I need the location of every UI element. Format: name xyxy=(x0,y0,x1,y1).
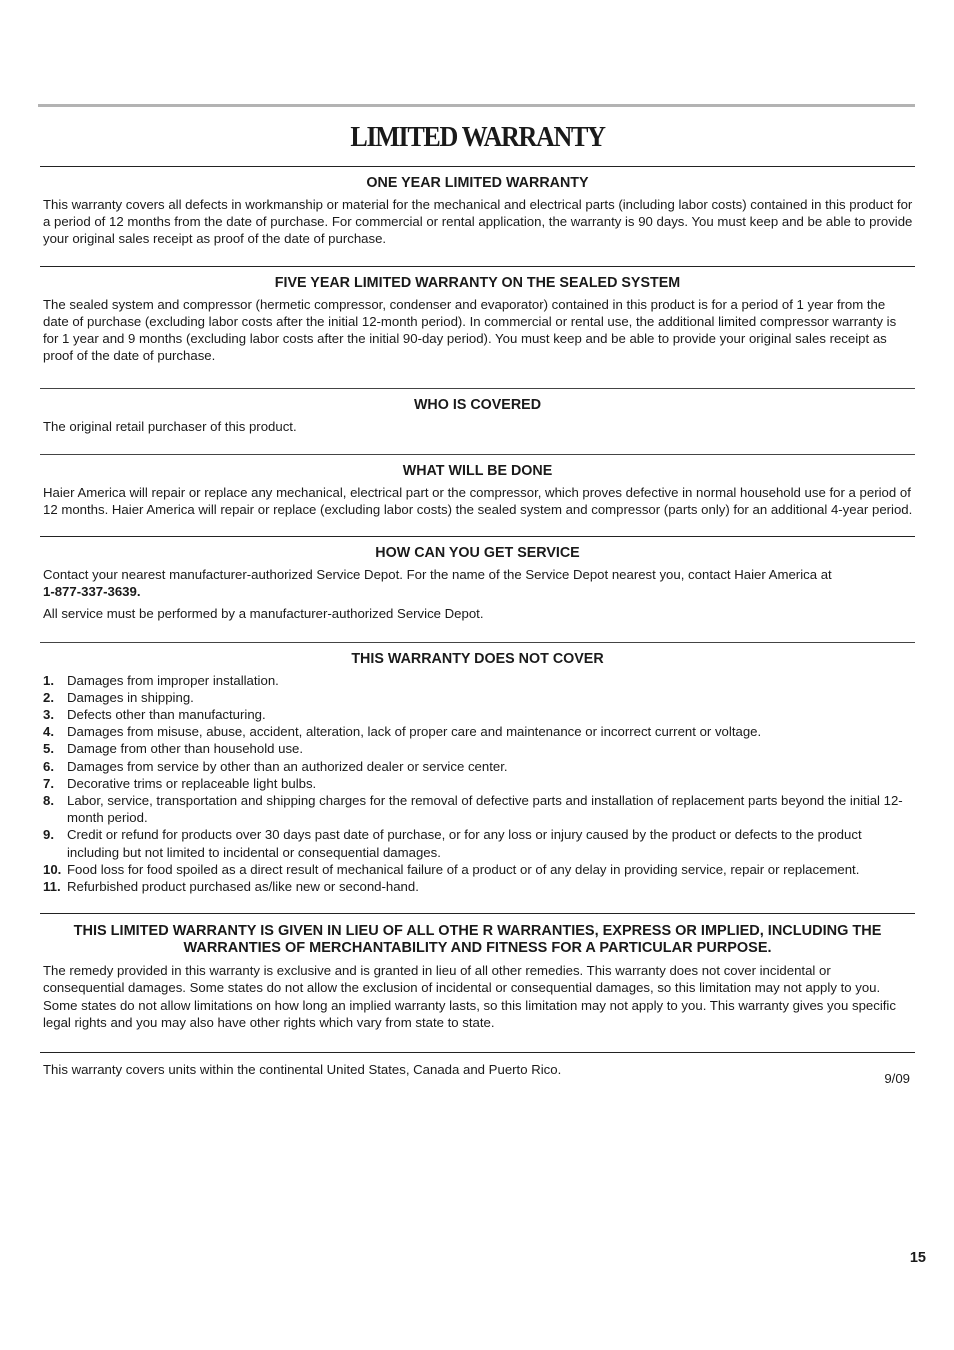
list-item-number: 11. xyxy=(43,879,61,895)
list-item-text: Damages from misuse, abuse, accident, alteration, lack of proper care and maintenance or incorrect current or voltage. xyxy=(67,724,762,740)
section-heading: HOW CAN YOU GET SERVICE xyxy=(375,545,580,562)
list-item-number: 1. xyxy=(43,672,54,688)
list-item-text: Decorative trims or replaceable light bulbs. xyxy=(67,775,317,791)
section-lieu xyxy=(40,913,915,1031)
list-item-number: 2. xyxy=(43,689,54,705)
list-item-text: Damage from other than household use. xyxy=(67,741,304,757)
page-title: LIMITED WARRANTY xyxy=(350,121,605,153)
service-text: Contact your nearest manufacturer-authorized Service Depot. For the name of the Service Depot nearest you, contact Haier America at xyxy=(43,567,832,583)
service-phone: 1-877-337-3639. xyxy=(43,584,141,600)
section-what-done xyxy=(40,454,915,518)
list-item xyxy=(43,792,915,826)
section-service xyxy=(40,536,915,623)
section-heading: ONE YEAR LIMITED WARRANTY xyxy=(366,175,589,191)
list-item xyxy=(43,878,915,895)
list-item xyxy=(43,826,915,860)
list-item-number: 4. xyxy=(43,724,54,740)
footer-text: This warranty covers units within the continental United States, Canada and Puerto Rico. xyxy=(43,1062,562,1078)
list-item xyxy=(43,706,915,723)
section-text: This warranty covers all defects in workmanship or material for the mechanical and electrical parts (including labor costs) contained in this product for a period of 12 months from the date of purchase. For commercial or rental application, the warranty is 90 days. You must keep and be able to provide your original sales receipt as proof of the date of purchase. xyxy=(43,197,913,247)
list-item-number: 8. xyxy=(43,793,54,809)
list-item xyxy=(43,775,915,792)
section-heading: WHAT WILL BE DONE xyxy=(402,462,553,479)
page-number: 15 xyxy=(909,1250,926,1266)
section-five-year xyxy=(40,266,915,365)
version-code: 9/09 xyxy=(884,1071,910,1087)
section-one-year xyxy=(40,166,915,248)
list-item xyxy=(43,758,915,775)
list-item-text: Damages from service by other than an authorized dealer or service center. xyxy=(67,758,508,774)
list-item-number: 3. xyxy=(43,707,54,723)
list-item-text: Credit or refund for products over 30 days past date of purchase, or for any loss or injury caused by the product or defects to the product including but not limited to incidental or consequential damages. xyxy=(67,827,862,860)
list-item xyxy=(43,740,915,757)
list-item-text: Labor, service, transportation and shipping charges for the removal of defective parts and installation of replacement parts beyond the initial 12-month period. xyxy=(67,793,903,826)
list-item xyxy=(43,689,915,706)
section-text: The sealed system and compressor (hermetic compressor, condenser and evaporator) contained in this product is for a period of 1 year from the date of purchase (excluding labor costs after the initial 12-month period). In commercial or rental use, the additional limited compressor warranty is for 1 year and 9 months (excluding labor costs after the initial 90-day period). You must keep and be able to provide your original sales receipt as proof of the date of purchase. xyxy=(43,296,897,364)
list-item xyxy=(43,672,915,689)
list-item-number: 10. xyxy=(43,861,62,877)
list-item-number: 5. xyxy=(43,741,54,757)
section-text: Haier America will repair or replace any mechanical, electrical part or the compressor, which proves defective in normal household use for a period of 12 months. Haier America will repair or replace (excluding labor costs) the sealed system and compressor (parts only) for an additional 4-year period. xyxy=(43,484,913,517)
list-item xyxy=(43,861,915,878)
list-item-number: 9. xyxy=(43,827,54,843)
section-text xyxy=(43,566,915,600)
list-item-text: Damages from improper installation. xyxy=(67,672,279,688)
section-heading: FIVE YEAR LIMITED WARRANTY ON THE SEALED SYSTEM xyxy=(274,274,681,291)
list-item xyxy=(43,723,915,740)
section-heading: THIS WARRANTY DOES NOT COVER xyxy=(351,650,604,667)
section-who-covered xyxy=(40,388,915,435)
section-text: The remedy provided in this warranty is exclusive and is granted in lieu of all other remedies. This warranty does not cover incidental or consequential damages. Some states do not allow the exclusion of incidental or consequential damages, so this limitation may not apply to you. Some states do not allow limitations on how long an implied warranty lasts, so this limitation may not apply to you. This warranty gives you specific legal rights and you may also have other rights which vary from state to state. xyxy=(43,963,896,1030)
section-not-cover xyxy=(40,642,915,896)
list-item-number: 6. xyxy=(43,758,54,774)
list-item-number: 7. xyxy=(43,775,54,791)
list-item-text: Refurbished product purchased as/like new or second-hand. xyxy=(67,879,419,895)
list-item-text: Damages in shipping. xyxy=(67,689,194,705)
list-item-text: Defects other than manufacturing. xyxy=(67,707,266,723)
section-heading: WHO IS COVERED xyxy=(413,397,542,414)
warranty-page xyxy=(40,104,915,1087)
footer-row xyxy=(40,1061,915,1087)
exclusions-list xyxy=(40,672,915,896)
top-rule xyxy=(38,104,915,107)
section-heading: THIS LIMITED WARRANTY IS GIVEN IN LIEU OF ALL OTHE R WARRANTIES, EXPRESS OR IMPLIED, INCLUDING THE WARRANTIES OF MERCHANTABILITY AND FITNESS FOR A PARTICULAR PURPOSE. xyxy=(73,923,882,957)
section-footer xyxy=(40,1052,915,1087)
section-text-2: All service must be performed by a manufacturer-authorized Service Depot. xyxy=(43,606,484,622)
list-item-text: Food loss for food spoiled as a direct result of mechanical failure of a product or of any delay in providing service, repair or replacement. xyxy=(67,861,860,877)
section-text: The original retail purchaser of this product. xyxy=(43,419,297,435)
